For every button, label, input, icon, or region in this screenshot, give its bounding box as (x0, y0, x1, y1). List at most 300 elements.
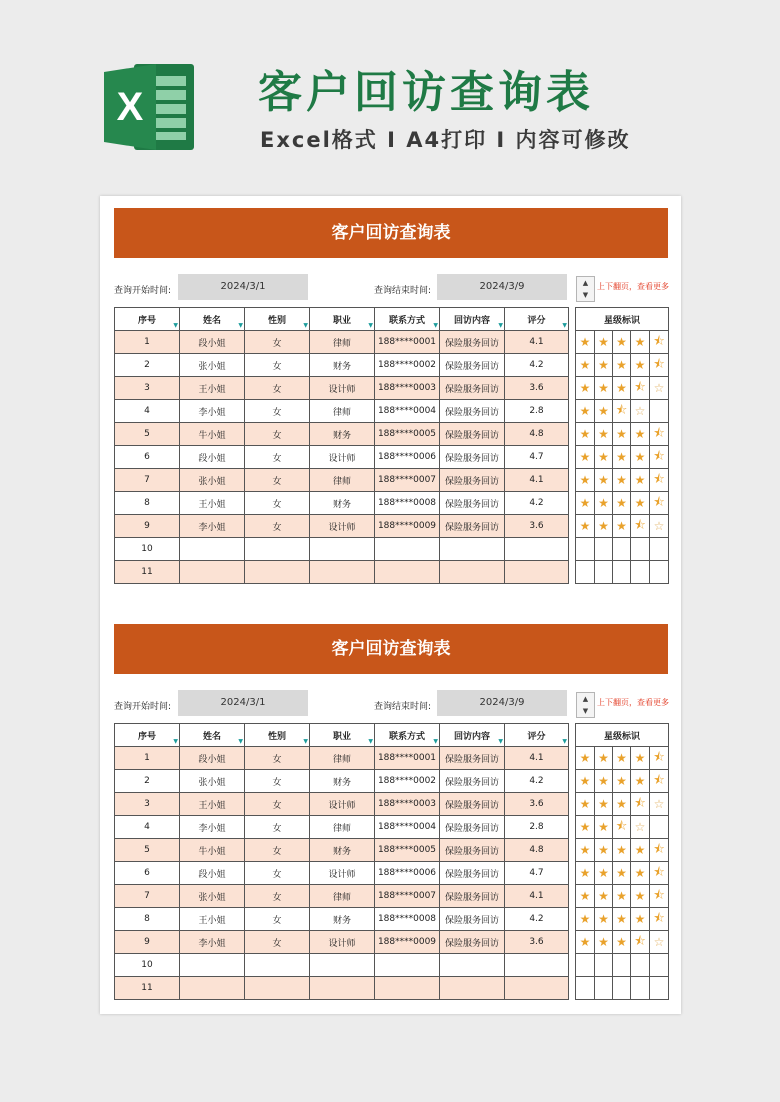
star-full-icon: ★ (616, 843, 627, 857)
end-date-input[interactable]: 2024/3/9 (437, 690, 567, 716)
star-cell (650, 908, 669, 931)
star-cell (613, 423, 631, 446)
star-cell (631, 908, 650, 931)
sheet-banner: 客户回访查询表 (114, 624, 668, 674)
star-full-icon: ★ (598, 866, 609, 880)
cell-score[interactable] (505, 538, 569, 561)
cell-sex[interactable]: 女 (245, 331, 310, 354)
star-empty-icon: ☆ (653, 797, 665, 811)
cell-content[interactable]: 保险服务回访 (440, 885, 505, 908)
star-cell (631, 931, 650, 954)
cell-name[interactable]: 王小姐 (180, 793, 245, 816)
cell-score[interactable]: 3.6 (505, 515, 569, 538)
star-cell (595, 331, 613, 354)
cell-content[interactable]: 保险服务回访 (440, 354, 505, 377)
table-row (115, 354, 569, 377)
star-cell (631, 446, 650, 469)
star-cell (595, 885, 613, 908)
cell-phone[interactable]: 188****0002 (375, 354, 440, 377)
cell-phone[interactable]: 188****0006 (375, 862, 440, 885)
star-full-icon: ★ (579, 912, 591, 926)
cell-sex[interactable]: 女 (245, 816, 310, 839)
star-full-icon: ★ (579, 774, 591, 788)
star-cell (576, 793, 595, 816)
cell-sex[interactable] (245, 954, 310, 977)
column-header[interactable] (245, 724, 310, 747)
cell-no[interactable]: 9 (115, 931, 180, 954)
cell-phone[interactable]: 188****0001 (375, 747, 440, 770)
column-header[interactable] (180, 724, 245, 747)
cell-no[interactable]: 11 (115, 561, 180, 584)
cell-sex[interactable]: 女 (245, 908, 310, 931)
star-cell (613, 977, 631, 1000)
star-full-icon: ★ (598, 404, 609, 418)
filter-dropdown-icon[interactable]: ▼ (498, 322, 503, 329)
cell-job[interactable]: 律师 (310, 747, 375, 770)
cell-no[interactable]: 8 (115, 908, 180, 931)
cell-no[interactable]: 6 (115, 862, 180, 885)
cell-name[interactable]: 段小姐 (180, 446, 245, 469)
start-date-input[interactable]: 2024/3/1 (178, 274, 308, 300)
cell-sex[interactable]: 女 (245, 747, 310, 770)
cell-job[interactable]: 律师 (310, 885, 375, 908)
star-cell (576, 954, 595, 977)
cell-sex[interactable]: 女 (245, 839, 310, 862)
cell-name[interactable] (180, 954, 245, 977)
spin-up-icon[interactable]: ▲ (582, 695, 589, 703)
cell-job[interactable] (310, 561, 375, 584)
spin-up-icon[interactable]: ▲ (582, 279, 589, 287)
table-row (115, 839, 569, 862)
cell-content[interactable]: 保险服务回访 (440, 862, 505, 885)
filter-dropdown-icon[interactable]: ▼ (562, 738, 567, 745)
star-cell (595, 354, 613, 377)
cell-no[interactable]: 10 (115, 538, 180, 561)
star-cell (576, 354, 595, 377)
cell-phone[interactable]: 188****0009 (375, 931, 440, 954)
star-cell (650, 331, 669, 354)
cell-score[interactable]: 4.7 (505, 446, 569, 469)
cell-sex[interactable]: 女 (245, 377, 310, 400)
star-cell (613, 354, 631, 377)
table-row (115, 862, 569, 885)
cell-name[interactable]: 段小姐 (180, 747, 245, 770)
filter-dropdown-icon[interactable]: ▼ (433, 322, 438, 329)
cell-phone[interactable]: 188****0001 (375, 331, 440, 354)
sheet-block (114, 208, 668, 588)
star-cell (595, 793, 613, 816)
cell-no[interactable]: 4 (115, 816, 180, 839)
star-half-icon: ⯪ (653, 356, 665, 371)
cell-job[interactable]: 设计师 (310, 862, 375, 885)
cell-phone[interactable]: 188****0003 (375, 793, 440, 816)
cell-content[interactable]: 保险服务回访 (440, 492, 505, 515)
cell-score[interactable]: 4.7 (505, 862, 569, 885)
star-cell (613, 839, 631, 862)
star-full-icon: ★ (598, 751, 609, 765)
star-half-icon: ⯪ (634, 933, 646, 948)
cell-phone[interactable]: 188****0007 (375, 885, 440, 908)
cell-score[interactable]: 3.6 (505, 793, 569, 816)
cell-name[interactable]: 王小姐 (180, 492, 245, 515)
cell-score[interactable]: 4.2 (505, 770, 569, 793)
cell-content[interactable]: 保险服务回访 (440, 793, 505, 816)
cell-score[interactable]: 4.1 (505, 885, 569, 908)
star-half-icon: ⯪ (653, 448, 665, 463)
star-cell (631, 793, 650, 816)
star-cell (650, 446, 669, 469)
cell-content[interactable]: 保险服务回访 (440, 377, 505, 400)
cell-score[interactable]: 3.6 (505, 377, 569, 400)
column-header-label: 回访内容 (453, 731, 490, 742)
table-row (115, 561, 569, 584)
start-date-input[interactable]: 2024/3/1 (178, 690, 308, 716)
cell-phone[interactable] (375, 561, 440, 584)
cell-no[interactable]: 5 (115, 839, 180, 862)
filter-dropdown-icon[interactable]: ▼ (173, 738, 178, 745)
cell-no[interactable]: 3 (115, 377, 180, 400)
cell-name[interactable]: 王小姐 (180, 377, 245, 400)
filter-dropdown-icon[interactable]: ▼ (433, 738, 438, 745)
star-cell (595, 492, 613, 515)
spin-down-icon[interactable]: ▼ (582, 707, 589, 715)
filter-dropdown-icon[interactable]: ▼ (238, 738, 243, 745)
cell-content[interactable] (440, 538, 505, 561)
cell-job[interactable]: 设计师 (310, 515, 375, 538)
cell-sex[interactable]: 女 (245, 492, 310, 515)
star-full-icon: ★ (579, 473, 591, 487)
star-full-icon: ★ (634, 889, 646, 903)
filter-dropdown-icon[interactable]: ▼ (368, 738, 373, 745)
star-full-icon: ★ (579, 496, 591, 510)
cell-content[interactable]: 保险服务回访 (440, 839, 505, 862)
cell-name[interactable]: 张小姐 (180, 885, 245, 908)
star-row (576, 446, 669, 469)
start-date-label: 查询开始时间: (114, 702, 172, 712)
star-empty-icon: ☆ (634, 820, 646, 834)
filter-dropdown-icon[interactable]: ▼ (303, 738, 308, 745)
star-half-icon: ⯪ (653, 333, 665, 348)
cell-phone[interactable]: 188****0008 (375, 492, 440, 515)
cell-name[interactable]: 牛小姐 (180, 423, 245, 446)
cell-name[interactable]: 李小姐 (180, 400, 245, 423)
star-cell (613, 469, 631, 492)
star-cell (576, 400, 595, 423)
cell-phone[interactable] (375, 538, 440, 561)
column-header[interactable] (310, 724, 375, 747)
star-cell (650, 354, 669, 377)
column-header[interactable] (115, 724, 180, 747)
cell-sex[interactable]: 女 (245, 446, 310, 469)
cell-score[interactable]: 2.8 (505, 400, 569, 423)
cell-job[interactable]: 律师 (310, 331, 375, 354)
cell-sex[interactable]: 女 (245, 793, 310, 816)
cell-phone[interactable] (375, 954, 440, 977)
cell-score[interactable]: 4.1 (505, 331, 569, 354)
cell-name[interactable]: 段小姐 (180, 331, 245, 354)
cell-score[interactable]: 4.2 (505, 908, 569, 931)
cell-phone[interactable]: 188****0003 (375, 377, 440, 400)
cell-content[interactable]: 保险服务回访 (440, 400, 505, 423)
star-row (576, 885, 669, 908)
star-cell (650, 816, 669, 839)
filter-dropdown-icon[interactable]: ▼ (498, 738, 503, 745)
cell-sex[interactable]: 女 (245, 423, 310, 446)
cell-content[interactable] (440, 561, 505, 584)
table-row (115, 816, 569, 839)
star-cell (613, 885, 631, 908)
cell-phone[interactable]: 188****0005 (375, 423, 440, 446)
cell-sex[interactable]: 女 (245, 469, 310, 492)
star-cell (631, 862, 650, 885)
star-full-icon: ★ (616, 381, 627, 395)
star-full-icon: ★ (616, 889, 627, 903)
column-header[interactable] (180, 308, 245, 331)
cell-name[interactable]: 张小姐 (180, 469, 245, 492)
star-cell (576, 446, 595, 469)
star-full-icon: ★ (579, 889, 591, 903)
column-header[interactable] (115, 308, 180, 331)
star-cell (576, 515, 595, 538)
cell-no[interactable]: 7 (115, 885, 180, 908)
star-cell (650, 469, 669, 492)
star-full-icon: ★ (579, 751, 591, 765)
cell-content[interactable]: 保险服务回访 (440, 469, 505, 492)
column-header[interactable] (310, 308, 375, 331)
cell-score[interactable] (505, 954, 569, 977)
cell-content[interactable]: 保险服务回访 (440, 331, 505, 354)
star-row (576, 931, 669, 954)
cell-no[interactable]: 6 (115, 446, 180, 469)
cell-sex[interactable]: 女 (245, 354, 310, 377)
cell-name[interactable]: 王小姐 (180, 908, 245, 931)
star-full-icon: ★ (579, 866, 591, 880)
star-cell (595, 977, 613, 1000)
cell-phone[interactable]: 188****0004 (375, 816, 440, 839)
column-header-label: 序号 (137, 315, 156, 326)
star-full-icon: ★ (616, 335, 627, 349)
cell-job[interactable]: 律师 (310, 816, 375, 839)
cell-no[interactable]: 10 (115, 954, 180, 977)
cell-score[interactable]: 4.2 (505, 354, 569, 377)
column-header[interactable] (505, 308, 569, 331)
star-cell (631, 839, 650, 862)
column-header-label: 姓名 (202, 731, 221, 742)
cell-content[interactable]: 保险服务回访 (440, 908, 505, 931)
star-cell (576, 469, 595, 492)
star-full-icon: ★ (616, 751, 627, 765)
cell-job[interactable] (310, 538, 375, 561)
star-row (576, 561, 669, 584)
cell-score[interactable] (505, 977, 569, 1000)
page-spinner[interactable] (576, 692, 595, 718)
cell-no[interactable]: 2 (115, 770, 180, 793)
cell-sex[interactable] (245, 561, 310, 584)
star-cell (650, 839, 669, 862)
star-full-icon: ★ (634, 427, 646, 441)
cell-job[interactable]: 财务 (310, 908, 375, 931)
star-row (576, 377, 669, 400)
cell-phone[interactable]: 188****0005 (375, 839, 440, 862)
cell-name[interactable]: 李小姐 (180, 816, 245, 839)
star-cell (631, 469, 650, 492)
cell-no[interactable]: 7 (115, 469, 180, 492)
cell-no[interactable]: 9 (115, 515, 180, 538)
star-full-icon: ★ (598, 450, 609, 464)
cell-phone[interactable]: 188****0006 (375, 446, 440, 469)
cell-name[interactable] (180, 561, 245, 584)
cell-sex[interactable]: 女 (245, 770, 310, 793)
star-full-icon: ★ (616, 797, 627, 811)
cell-score[interactable]: 4.8 (505, 839, 569, 862)
cell-job[interactable]: 设计师 (310, 931, 375, 954)
cell-score[interactable]: 4.8 (505, 423, 569, 446)
cell-job[interactable]: 设计师 (310, 377, 375, 400)
cell-score[interactable] (505, 561, 569, 584)
column-header[interactable] (440, 308, 505, 331)
cell-name[interactable] (180, 538, 245, 561)
star-full-icon: ★ (598, 820, 609, 834)
cell-content[interactable]: 保险服务回访 (440, 747, 505, 770)
cell-score[interactable]: 4.1 (505, 469, 569, 492)
star-cell (595, 469, 613, 492)
cell-sex[interactable] (245, 977, 310, 1000)
cell-job[interactable] (310, 977, 375, 1000)
cell-no[interactable]: 5 (115, 423, 180, 446)
cell-no[interactable]: 11 (115, 977, 180, 1000)
star-cell (576, 377, 595, 400)
cell-phone[interactable]: 188****0004 (375, 400, 440, 423)
column-header[interactable] (440, 724, 505, 747)
sheet-paper (100, 196, 681, 1014)
cell-name[interactable]: 牛小姐 (180, 839, 245, 862)
column-header[interactable] (375, 724, 440, 747)
cell-job[interactable]: 设计师 (310, 793, 375, 816)
cell-sex[interactable]: 女 (245, 931, 310, 954)
cell-no[interactable]: 1 (115, 747, 180, 770)
table-row (115, 492, 569, 515)
column-header[interactable] (245, 308, 310, 331)
star-cell (613, 908, 631, 931)
cell-sex[interactable]: 女 (245, 885, 310, 908)
star-full-icon: ★ (579, 358, 591, 372)
star-cell (595, 747, 613, 770)
cell-job[interactable]: 律师 (310, 400, 375, 423)
cell-job[interactable] (310, 954, 375, 977)
star-full-icon: ★ (634, 843, 646, 857)
cell-sex[interactable]: 女 (245, 400, 310, 423)
star-full-icon: ★ (579, 843, 591, 857)
star-full-icon: ★ (598, 843, 609, 857)
filter-dropdown-icon[interactable]: ▼ (562, 322, 567, 329)
cell-content[interactable] (440, 977, 505, 1000)
column-header[interactable] (505, 724, 569, 747)
star-full-icon: ★ (598, 519, 609, 533)
spin-down-icon[interactable]: ▼ (582, 291, 589, 299)
cell-no[interactable]: 1 (115, 331, 180, 354)
star-cell (595, 400, 613, 423)
cell-phone[interactable]: 188****0007 (375, 469, 440, 492)
cell-score[interactable]: 4.1 (505, 747, 569, 770)
cell-content[interactable]: 保险服务回访 (440, 770, 505, 793)
cell-content[interactable]: 保险服务回访 (440, 515, 505, 538)
star-cell (650, 862, 669, 885)
cell-content[interactable]: 保险服务回访 (440, 423, 505, 446)
cell-name[interactable]: 张小姐 (180, 354, 245, 377)
end-date-input[interactable]: 2024/3/9 (437, 274, 567, 300)
cell-score[interactable]: 2.8 (505, 816, 569, 839)
cell-phone[interactable] (375, 977, 440, 1000)
cell-phone[interactable]: 188****0002 (375, 770, 440, 793)
filter-dropdown-icon[interactable]: ▼ (173, 322, 178, 329)
star-full-icon: ★ (598, 427, 609, 441)
cell-job[interactable]: 财务 (310, 492, 375, 515)
cell-content[interactable]: 保险服务回访 (440, 816, 505, 839)
cell-phone[interactable]: 188****0008 (375, 908, 440, 931)
cell-content[interactable]: 保险服务回访 (440, 931, 505, 954)
cell-name[interactable]: 李小姐 (180, 931, 245, 954)
cell-sex[interactable]: 女 (245, 862, 310, 885)
stars-header: 星级标识 (576, 724, 669, 747)
star-cell (595, 954, 613, 977)
star-full-icon: ★ (598, 496, 609, 510)
filter-dropdown-icon[interactable]: ▼ (368, 322, 373, 329)
cell-no[interactable]: 2 (115, 354, 180, 377)
cell-name[interactable]: 段小姐 (180, 862, 245, 885)
star-cell (595, 377, 613, 400)
star-half-icon: ⯪ (653, 841, 665, 856)
star-full-icon: ★ (616, 912, 627, 926)
star-full-icon: ★ (579, 404, 591, 418)
cell-sex[interactable] (245, 538, 310, 561)
table-row (115, 885, 569, 908)
cell-job[interactable]: 财务 (310, 354, 375, 377)
cell-score[interactable]: 4.2 (505, 492, 569, 515)
table-row (115, 469, 569, 492)
column-header[interactable] (375, 308, 440, 331)
star-full-icon: ★ (616, 866, 627, 880)
star-full-icon: ★ (634, 496, 646, 510)
star-full-icon: ★ (634, 912, 646, 926)
cell-no[interactable]: 8 (115, 492, 180, 515)
page-spinner[interactable] (576, 276, 595, 302)
cell-score[interactable]: 3.6 (505, 931, 569, 954)
cell-phone[interactable]: 188****0009 (375, 515, 440, 538)
star-cell (631, 400, 650, 423)
star-row (576, 839, 669, 862)
cell-job[interactable]: 设计师 (310, 446, 375, 469)
filter-dropdown-icon[interactable]: ▼ (238, 322, 243, 329)
cell-name[interactable]: 张小姐 (180, 770, 245, 793)
page-subtitle: Excel格式 I A4打印 I 内容可修改 (260, 128, 631, 152)
cell-sex[interactable]: 女 (245, 515, 310, 538)
cell-job[interactable]: 财务 (310, 770, 375, 793)
cell-content[interactable] (440, 954, 505, 977)
cell-content[interactable]: 保险服务回访 (440, 446, 505, 469)
star-cell (631, 515, 650, 538)
cell-job[interactable]: 财务 (310, 423, 375, 446)
star-full-icon: ★ (598, 774, 609, 788)
star-cell (613, 770, 631, 793)
cell-no[interactable]: 3 (115, 793, 180, 816)
cell-job[interactable]: 律师 (310, 469, 375, 492)
cell-job[interactable]: 财务 (310, 839, 375, 862)
filter-dropdown-icon[interactable]: ▼ (303, 322, 308, 329)
cell-name[interactable] (180, 977, 245, 1000)
cell-no[interactable]: 4 (115, 400, 180, 423)
star-half-icon: ⯪ (634, 517, 646, 532)
cell-name[interactable]: 李小姐 (180, 515, 245, 538)
